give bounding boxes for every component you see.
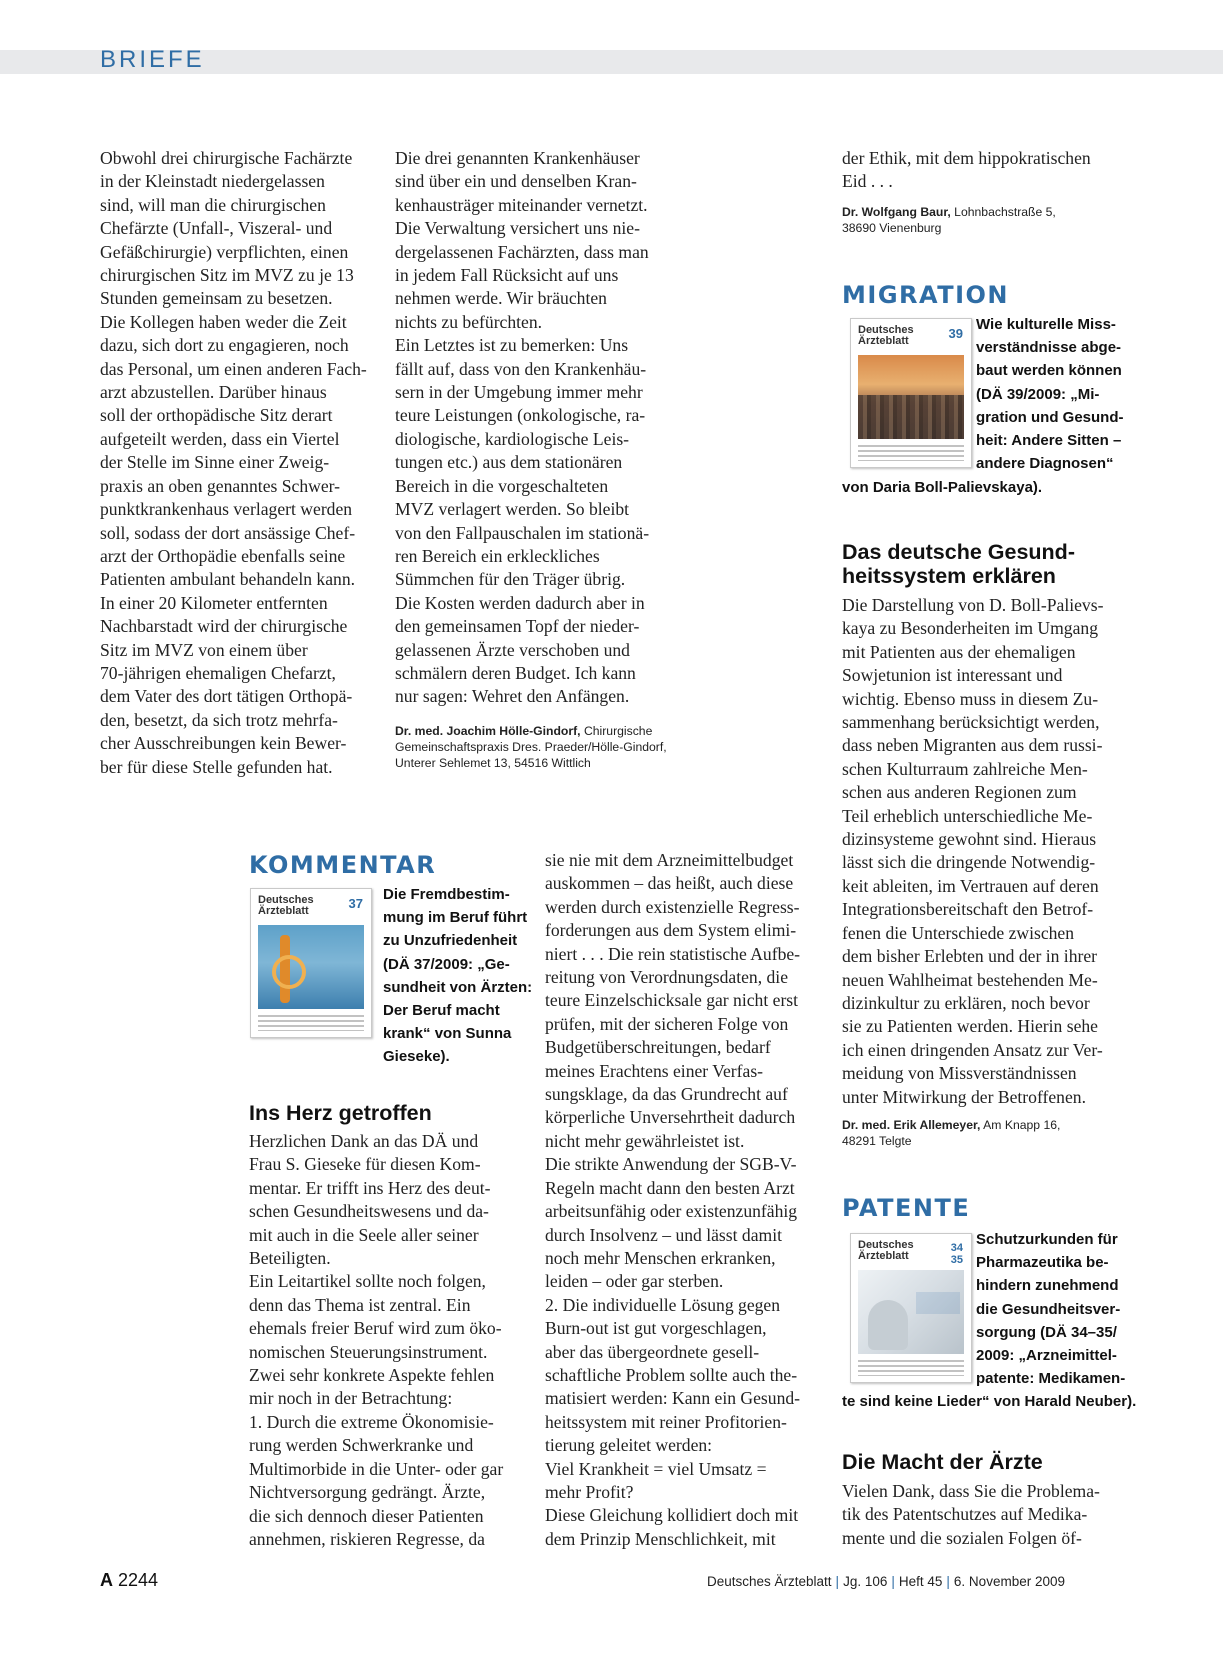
text-line: der Ethik, mit dem hippokratischen — [842, 148, 1091, 168]
cover-image-doctor — [858, 1270, 964, 1354]
text-line: schaftliche Problem sollte auch the- — [545, 1364, 798, 1385]
text-line: teure Leistungen (onkologische, ra- — [395, 405, 646, 426]
text-line: Die Kosten werden dadurch aber in — [395, 592, 645, 613]
text-line: Patienten ambulant behandeln kann. — [100, 569, 356, 590]
text-line: aber das übergeordnete gesell- — [545, 1341, 760, 1362]
text-line: dizinkultur zu erklären, noch bevor — [842, 992, 1090, 1013]
text-line: die sich dennoch dieser Patienten — [249, 1505, 484, 1526]
headline-ins-herz-getroffen: Ins Herz getroffen — [249, 1101, 432, 1125]
text-line: nur sagen: Wehret den Anfängen. — [395, 686, 630, 707]
text-line: praxis an oben genanntes Schwer- — [100, 475, 341, 496]
text-line: nehmen werde. Wir bräuchten — [395, 288, 607, 309]
text-line: In einer 20 Kilometer entfernten — [100, 592, 328, 613]
signature-allemeyer: Dr. med. Erik Allemeyer, Am Knapp 16, 48291 Telgte — [842, 1117, 1061, 1148]
text-line: lässt sich die dringende Notwendig- — [842, 852, 1096, 873]
reference-line: andere Diagnosen“ — [976, 455, 1114, 473]
text-line: schmälern deren Budget. Ich kann — [395, 662, 636, 683]
text-line: mentar. Er trifft ins Herz des deut- — [249, 1177, 491, 1198]
text-line: tierung geleitet werden: — [545, 1435, 713, 1456]
text-line: das Personal, um einen anderen Fach- — [100, 358, 367, 379]
reference-line: sorgung (DÄ 34–35/ — [976, 1323, 1117, 1341]
text-line: Viel Krankheit = viel Umsatz = — [545, 1458, 767, 1479]
text-line: Sümmchen für den Träger übrig. — [395, 569, 626, 590]
signature-baur: Dr. Wolfgang Baur, Lohnbachstraße 5, 38690 Vienenburg — [842, 204, 1056, 235]
reference-line: baut werden können — [976, 362, 1122, 380]
reference-line: (DÄ 39/2009: „Mi- — [976, 385, 1100, 403]
text-line: dem Vater des dort tätigen Orthopä- — [100, 686, 353, 707]
text-line: arzt der Orthopädie ebenfalls seine — [100, 545, 346, 566]
letter-column-1 — [100, 147, 375, 779]
text-line: nicht mehr gewährleistet ist. — [545, 1130, 745, 1151]
page-number: A 2244 — [100, 1570, 159, 1590]
text-line: Diese Gleichung kollidiert doch mit — [545, 1505, 799, 1526]
text-line: dazu, sich dort zu engagieren, noch — [100, 335, 349, 356]
text-line: Sitz im MVZ von einem über — [100, 639, 308, 660]
text-line: Multimorbide in die Unter- oder gar — [249, 1458, 504, 1479]
text-line: schen Gesundheitswesens und da- — [249, 1201, 489, 1222]
cover-issue-37[interactable]: Deutsches Ärzteblatt 37 — [250, 888, 372, 1038]
text-line: teure Einzelschicksale gar nicht erst — [545, 990, 799, 1011]
reference-line: zu Unzufriedenheit — [383, 932, 518, 950]
text-line: heitssystem mit reiner Profitorien- — [545, 1411, 787, 1432]
text-line: fällt auf, dass von den Krankenhäu- — [395, 358, 647, 379]
letter-column-2 — [395, 147, 695, 771]
migration-reference-last: von Daria Boll-Palievskaya). — [842, 479, 1043, 496]
section-label: BRIEFE — [100, 46, 205, 73]
text-line: schen aus anderen Regionen zum — [842, 782, 1077, 803]
text-line: schen Kulturraum zahlreiche Men- — [842, 758, 1088, 779]
text-line: 70-jährigen ehemaligen Chefarzt, — [100, 662, 336, 683]
text-line: diologische, kardiologische Leis- — [395, 428, 630, 449]
text-line: Bereich in die vorgeschalteten — [395, 475, 609, 496]
text-line: sern in der Umgebung immer mehr — [395, 382, 643, 403]
text-line: punktkrankenhaus verlagert werden — [100, 499, 353, 520]
text-line: annehmen, riskieren Regresse, da — [249, 1528, 485, 1549]
reference-line: die Gesundheitsver- — [976, 1300, 1121, 1318]
text-line: arzt abzustellen. Darüber hinaus — [100, 382, 327, 403]
rubric-migration: MIGRATION — [842, 281, 1009, 309]
reference-line: Schutzurkunden für — [976, 1231, 1118, 1248]
text-line: chirurgischen Sitz im MVZ zu je 13 — [100, 265, 354, 286]
text-line: dass neben Migranten aus dem russi- — [842, 735, 1103, 756]
text-line: Herzlichen Dank an das DÄ und — [249, 1131, 479, 1151]
text-line: auskommen – das heißt, auch diese — [545, 873, 794, 894]
text-line: ehemals freier Beruf wird zum öko- — [249, 1318, 502, 1339]
reference-line: verständnisse abge- — [976, 339, 1122, 357]
cover-image-cityscape — [858, 355, 964, 439]
reference-line: heit: Andere Sitten – — [976, 432, 1122, 450]
text-line: reitung von Verordnungsdaten, die — [545, 967, 789, 988]
cover-issue-39[interactable]: Deutsches Ärzteblatt 39 — [850, 318, 972, 468]
text-line: mehr Profit? — [545, 1481, 634, 1502]
text-line: Die Darstellung von D. Boll-Palievs- — [842, 595, 1104, 615]
text-line: aufgeteilt werden, dass ein Viertel — [100, 428, 340, 449]
text-line: MVZ verlagert werden. So bleibt — [395, 499, 630, 520]
text-line: 2. Die individuelle Lösung gegen — [545, 1294, 781, 1315]
text-line: in der Kleinstadt niedergelassen — [100, 171, 325, 192]
text-line: ber für diese Stelle gefunden hat. — [100, 756, 333, 777]
text-line: Zwei sehr konkrete Aspekte fehlen — [249, 1365, 495, 1386]
text-line: Die drei genannten Krankenhäuser — [395, 148, 640, 168]
text-line: Sowjetunion ist interessant und — [842, 665, 1063, 686]
text-line: Nichtversorgung gedrängt. Ärzte, — [249, 1482, 486, 1503]
text-line: arbeitsunfähig oder existenzunfähig — [545, 1201, 798, 1222]
reference-line: mung im Beruf führt — [383, 909, 528, 927]
text-line: nomischen Steuerungsinstrument. — [249, 1341, 488, 1362]
text-line: sungsklage, da das Grundrecht auf — [545, 1084, 788, 1105]
text-line: kenhausträger miteinander vernetzt. — [395, 194, 648, 215]
herz-column-2 — [545, 849, 845, 1551]
text-line: ich einen dringenden Ansatz zur Ver- — [842, 1039, 1103, 1060]
text-line: neuen Wahlheimat bestehenden Me- — [842, 969, 1098, 990]
text-line: dem Prinzip Menschlichkeit, mit — [545, 1528, 776, 1549]
text-line: den gemeinsamen Topf der nieder- — [395, 616, 640, 637]
text-line: Chefärzte (Unfall-, Viszeral- und — [100, 218, 333, 239]
text-line: prüfen, mit der sicheren Folge von — [545, 1013, 789, 1034]
text-line: Stunden gemeinsam zu besetzen. — [100, 288, 333, 309]
text-line: nichts zu befürchten. — [395, 311, 543, 332]
text-line: mir noch in der Betrachtung: — [249, 1388, 453, 1409]
text-line: Nachbarstadt wird der chirurgische — [100, 616, 348, 637]
text-line: mit auch in die Seele aller seiner — [249, 1224, 479, 1245]
text-line: körperliche Unversehrtheit dadurch — [545, 1107, 796, 1128]
text-line: niert . . . Die rein statistische Aufbe- — [545, 943, 801, 964]
text-line: Integrationsbereitschaft den Betrof- — [842, 899, 1094, 920]
text-line: der Stelle im Sinne einer Zweig- — [100, 452, 330, 473]
cover-issue-34-35[interactable]: Deutsches Ärzteblatt 34 35 — [850, 1233, 972, 1383]
text-line: fenen die Unterschiede zwischen — [842, 922, 1075, 943]
reference-line: Der Beruf macht — [383, 1002, 500, 1020]
text-line: Beteiligten. — [249, 1248, 331, 1269]
kommentar-reference — [383, 883, 543, 1069]
text-line: dergelassenen Fachärzten, dass man — [395, 241, 649, 262]
text-line: ren Bereich ein erkleckliches — [395, 545, 600, 566]
reference-line: Gieseke). — [383, 1048, 450, 1066]
rubric-kommentar: KOMMENTAR — [249, 851, 437, 879]
text-line: Burn-out ist gut vorgeschlagen, — [545, 1318, 767, 1339]
rubric-patente: PATENTE — [842, 1194, 971, 1222]
text-line: tik des Patentschutzes auf Medika- — [842, 1504, 1088, 1525]
text-line: meines Erachtens einer Verfas- — [545, 1060, 764, 1081]
gesund-text — [842, 594, 1142, 1149]
herz-column-1 — [249, 1130, 539, 1551]
text-line: den, besetzt, da sich trotz mehrfa- — [100, 709, 338, 730]
text-line: Teil erheblich unterschiedliche Me- — [842, 805, 1093, 826]
text-line: keit ableiten, im Vertrauen auf deren — [842, 875, 1099, 896]
text-line: leiden – oder gar sterben. — [545, 1271, 724, 1292]
reference-line: (DÄ 37/2009: „Ge- — [383, 955, 510, 973]
text-line: sammenhang berücksichtigt werden, — [842, 712, 1100, 733]
text-line: sie zu Patienten werden. Hierin sehe — [842, 1016, 1098, 1037]
text-line: Regeln macht dann den besten Arzt — [545, 1177, 795, 1198]
text-line: Die Verwaltung versichert uns nie- — [395, 218, 640, 239]
text-line: mit Patienten aus der ehemaligen — [842, 641, 1076, 662]
reference-line: Pharmazeutika be- — [976, 1254, 1109, 1272]
text-line: unter Mitwirkung der Betroffenen. — [842, 1086, 1086, 1107]
journal-footer: Deutsches Ärzteblatt | Jg. 106 | Heft 45 | 6. November 2009 — [706, 1574, 1065, 1589]
text-line: Eid . . . — [842, 171, 893, 192]
text-line: Budgetüberschreitungen, bedarf — [545, 1037, 771, 1058]
text-line: soll, sodass der dort ansässige Chef- — [100, 522, 356, 543]
text-line: matisiert werden: Kann ein Gesund- — [545, 1388, 801, 1409]
text-line: sind über ein und denselben Kran- — [395, 171, 637, 192]
reference-line: Wie kulturelle Miss- — [976, 316, 1116, 333]
text-line: wichtig. Ebenso muss in diesem Zu- — [842, 688, 1099, 709]
text-line: werden durch existenzielle Regress- — [545, 896, 800, 917]
patente-reference-last: te sind keine Lieder“ von Harald Neuber). — [842, 1393, 1137, 1410]
text-line: dem bisher Erlebten und der in ihrer — [842, 946, 1098, 967]
right-column-top — [842, 147, 1132, 236]
text-line: Obwohl drei chirurgische Fachärzte — [100, 148, 353, 168]
text-line: kaya zu Besonderheiten im Umgang — [842, 618, 1099, 639]
reference-line: patente: Medikamen- — [976, 1370, 1126, 1388]
text-line: Vielen Dank, dass Sie die Problema- — [842, 1481, 1100, 1501]
text-line: Ein Leitartikel sollte noch folgen, — [249, 1271, 486, 1292]
text-line: soll der orthopädische Sitz derart — [100, 405, 333, 426]
headline-macht-der-aerzte: Die Macht der Ärzte — [842, 1450, 1043, 1474]
text-line: noch mehr Menschen erkranken, — [545, 1247, 776, 1268]
text-line: Frau S. Gieseke für diesen Kom- — [249, 1154, 481, 1175]
text-line: tungen etc.) aus dem stationären — [395, 452, 623, 473]
text-line: gelassenen Ärzte verschoben und — [395, 639, 630, 660]
reference-line: krank“ von Sunna — [383, 1025, 512, 1043]
text-line: Ein Letztes ist zu bemerken: Uns — [395, 335, 629, 356]
reference-line: sundheit von Ärzten: — [383, 978, 533, 996]
text-line: 1. Durch die extreme Ökonomisie- — [249, 1411, 494, 1432]
text-line: meidung von Missverständnissen — [842, 1063, 1077, 1084]
text-line: mente und die sozialen Folgen öf- — [842, 1527, 1082, 1548]
text-line: in jedem Fall Rücksicht auf uns — [395, 265, 619, 286]
text-line: denn das Thema ist zentral. Ein — [249, 1294, 471, 1315]
text-line: forderungen aus dem System elimi- — [545, 920, 797, 941]
reference-line: 2009: „Arzneimittel- — [976, 1347, 1117, 1365]
reference-line: hindern zunehmend — [976, 1277, 1119, 1295]
text-line: cher Ausschreibungen kein Bewer- — [100, 733, 347, 754]
reference-line: Die Fremdbestim- — [383, 886, 510, 903]
text-line: dizinsysteme gewohnt sind. Hieraus — [842, 829, 1097, 850]
text-line: sind, will man die chirurgischen — [100, 194, 326, 215]
patente-reference — [976, 1228, 1136, 1390]
text-line: rung werden Schwerkranke und — [249, 1435, 474, 1456]
reference-line: gration und Gesund- — [976, 408, 1124, 426]
headline-gesundheitssystem: Das deutsche Gesund- heitssystem erklären — [842, 540, 1075, 588]
cover-image-caduceus — [258, 925, 364, 1009]
text-line: sie nie mit dem Arzneimittelbudget — [545, 850, 794, 870]
text-line: durch Insolvenz – und lässt damit — [545, 1224, 782, 1245]
signature-hoelle-gindorf: Dr. med. Joachim Hölle-Gindorf, Chirurgische Gemeinschaftspraxis Dres. Praeder/Hölle-Gindorf, Unterer Sehlemet 13, 54516 Wittlich — [395, 723, 667, 770]
migration-reference — [976, 313, 1136, 475]
text-line: Die strikte Anwendung der SGB-V- — [545, 1154, 797, 1175]
text-line: Gefäßchirurgie) verpflichten, einen — [100, 241, 349, 262]
text-line: von den Fallpauschalen im stationä- — [395, 522, 650, 543]
macht-text — [842, 1480, 1142, 1550]
text-line: Die Kollegen haben weder die Zeit — [100, 311, 347, 332]
